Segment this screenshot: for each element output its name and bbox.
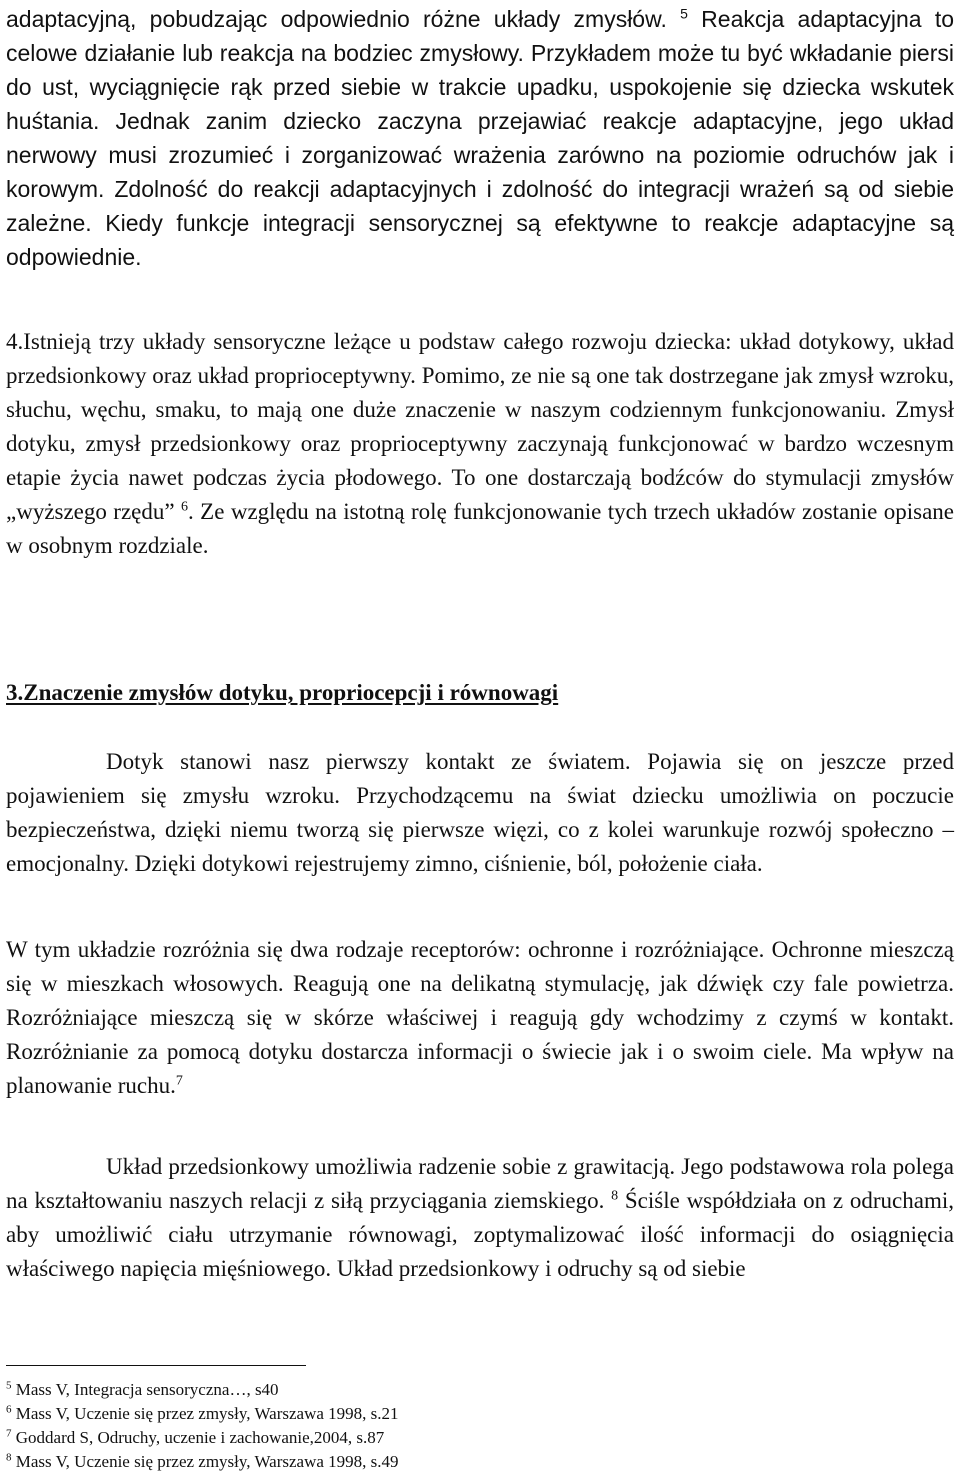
footnote-ref-5: 5 <box>680 5 688 22</box>
footnote-7 <box>6 1426 954 1449</box>
footnote-text: Mass V, Uczenie się przez zmysły, Warszawa 1998, s.49 <box>15 1452 399 1471</box>
paragraph-vestibular <box>6 1150 954 1286</box>
paragraph-text: 4.Istnieją trzy układy sensoryczne leżące u podstaw całego rozwoju dziecka: układ dotykowy, układ przedsionkowy oraz układ proprioceptywny. Pomimo, ze nie są one tak dostrzegane jak zmysł wzroku, słuchu, węchu, smaku, to mają one duże znaczenie w naszym codziennym funkcjonowaniu. Zmysł dotyku, zmysł przedsionkowy oraz proprioceptywny zaczynają funkcjonować w bardzo wczesnym etapie życia nawet podczas życia płodowego. To one dostarczają bodźców do stymulacji zmysłów „wyższego rzędu” <box>6 329 954 524</box>
paragraph-text: adaptacyjną, pobudzając odpowiednio różne układy zmysłów. <box>6 6 667 32</box>
paragraph-text: W tym układzie rozróżnia się dwa rodzaje receptorów: ochronne i rozróżniające. Ochronne mieszczą się w mieszkach włosowych. Reagują one na delikatną stymulację, jak dźwięk czy fale powietrza. Rozróżniające mieszczą się w skórze właściwej i reagują gdy wchodzimy z czymś w kontakt. Rozróżnianie za pomocą dotyku dostarcza informacji o świecie jak i o swoim ciele. Ma wpływ na planowanie ruchu. <box>6 937 954 1098</box>
footnote-text: Mass V, Uczenie się przez zmysły, Warszawa 1998, s.21 <box>15 1404 399 1423</box>
paragraph-receptors <box>6 933 954 1103</box>
footnote-ref-6: 6 <box>181 499 189 515</box>
paragraph-text: Układ przedsionkowy umożliwia radzenie sobie z grawitacją. Jego podstawowa rola polega na kształtowaniu naszych relacji z siłą przyciągania ziemskiego. <box>6 1154 954 1213</box>
footnote-number: 7 <box>6 1427 12 1440</box>
footnote-separator <box>6 1365 306 1366</box>
footnote-number: 5 <box>6 1379 12 1392</box>
footnote-5 <box>6 1378 954 1401</box>
footnote-number: 8 <box>6 1451 12 1464</box>
paragraph-adaptive-reactions <box>6 2 954 274</box>
footnote-text: Mass V, Integracja sensoryczna…, s40 <box>15 1380 279 1399</box>
paragraph-text: Ściśle współdziała on z odruchami, aby umożliwić ciału utrzymanie równowagi, zoptymalizować ilość informacji do osiągnięcia właściwego napięcia mięśniowego. Układ przedsionkowy i odruchy są od siebie <box>6 1188 954 1281</box>
footnote-number: 6 <box>6 1403 12 1416</box>
paragraph-text: Dotyk stanowi nasz pierwszy kontakt ze światem. Pojawia się on jeszcze przed pojawieniem się zmysłu wzroku. Przychodzącemu na świat dziecku umożliwia on poczucie bezpieczeństwa, dzięki niemu tworzą się pierwsze więzi, co z kolei warunkuje rozwój społeczno – emocjonalny. Dzięki dotykowi rejestrujemy zimno, ciśnienie, ból, położenie ciała. <box>6 749 954 876</box>
footnote-ref-8: 8 <box>611 1188 619 1204</box>
footnote-ref-7: 7 <box>175 1073 183 1089</box>
section-heading: 3.Znaczenie zmysłów dotyku, propriocepcji i równowagi <box>6 680 559 705</box>
footnote-8 <box>6 1450 954 1473</box>
paragraph-touch <box>6 745 954 881</box>
footnote-6 <box>6 1402 954 1425</box>
paragraph-text: . Ze względu na istotną rolę funkcjonowanie tych trzech układów zostanie opisane w osobnym rozdziale. <box>6 499 955 558</box>
paragraph-text: Reakcja adaptacyjna to celowe działanie lub reakcja na bodziec zmysłowy. Przykładem może tu być wkładanie piersi do ust, wyciągnięcie rąk przed siebie w trakcie upadku, uspokojenie się dziecka wskutek huśtania. Jednak zanim dziecko zaczyna przejawiać reakcje adaptacyjne, jego układ nerwowy musi zrozumieć i zorganizować wrażenia zarówno na poziomie odruchów jak i korowym. Zdolność do reakcji adaptacyjnych i zdolność do integracji wrażeń są od siebie zależne. Kiedy funkcje integracji sensorycznej są efektywne to reakcje adaptacyjne są odpowiednie. <box>6 6 955 270</box>
footnote-text: Goddard S, Odruchy, uczenie i zachowanie,2004, s.87 <box>15 1428 385 1447</box>
paragraph-sensory-systems <box>6 325 954 563</box>
